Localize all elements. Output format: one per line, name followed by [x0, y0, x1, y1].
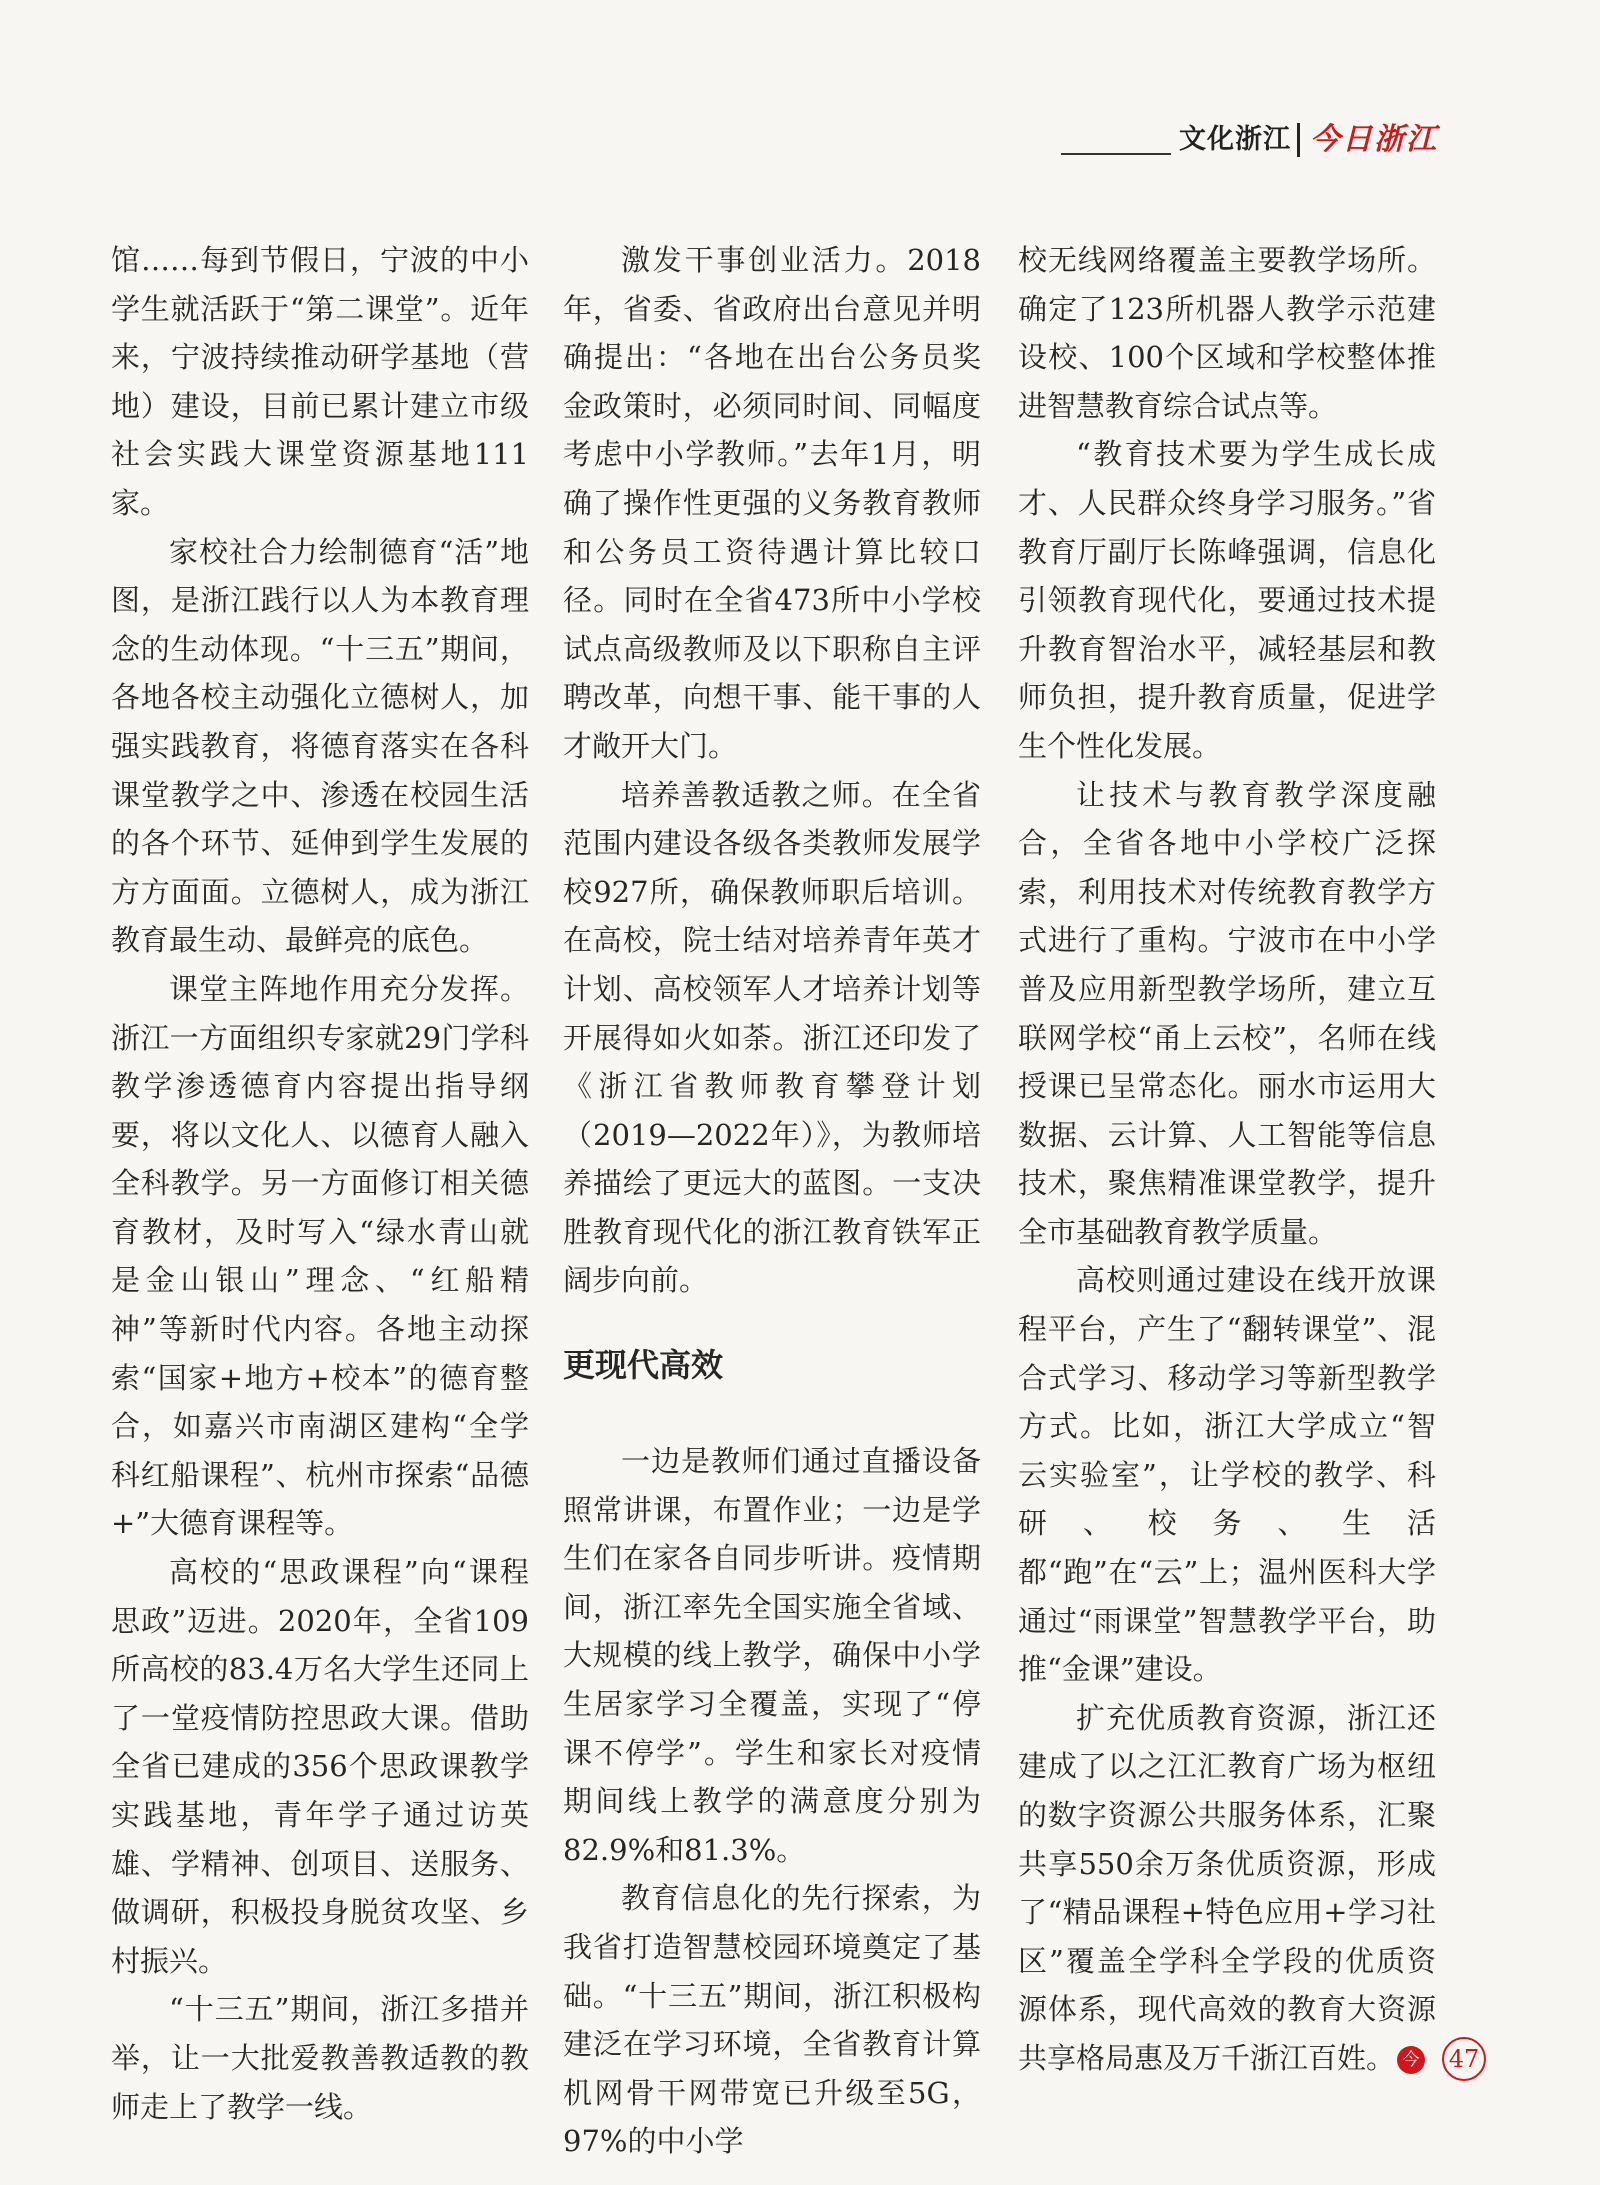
- header-divider: [1297, 123, 1300, 157]
- page-number: 47: [1442, 2037, 1486, 2081]
- paragraph: 激发干事创业活力。2018年，省委、省政府出台意见并明确提出：“各地在出台公务员奖金政策时，必须同时间、同幅度考虑中小学教师。”去年1月，明确了操作性更强的义务教育教师和公务员工资待遇计算比较口径。同时在全省473所中小学校试点高级教师及以下职称自主评聘改革，向想干事、能干事的人才敞开大门。: [563, 243, 981, 763]
- paragraph: 馆……每到节假日，宁波的中小学生就活跃于“第二课堂”。近年来，宁波持续推动研学基地（营地）建设，目前已累计建立市级社会实践大课堂资源基地111家。: [111, 243, 529, 520]
- magazine-logo: 今日浙江: [1310, 122, 1438, 157]
- page-header: [1061, 118, 1438, 162]
- paragraph: “十三五”期间，浙江多措并举，让一大批爱教善教适教的教师走上了教学一线。: [111, 1992, 529, 2124]
- section-subheading: 更现代高效: [563, 1346, 724, 1385]
- paragraph: 一边是教师们通过直播设备照常讲课，布置作业；一边是学生们在家各自同步听讲。疫情期间，浙江率先全国实施全省域、大规模的线上教学，确保中小学生居家学习全覆盖，实现了“停课不停学”。学生和家长对疫情期间线上教学的满意度分别为82.9%和81.3%。: [563, 1444, 981, 1867]
- article-end-icon: 今: [1397, 2046, 1425, 2074]
- paragraph: 校无线网络覆盖主要教学场所。确定了123所机器人教学示范建设校、100个区域和学校整体推进智慧教育综合试点等。: [1018, 243, 1436, 423]
- paragraph: [1018, 1694, 1436, 2083]
- paragraph: 让技术与教育教学深度融合，全省各地中小学校广泛探索，利用技术对传统教育教学方式进行了重构。宁波市在中小学普及应用新型教学场所，建立互联网学校“甬上云校”，名师在线授课已呈常态化。丽水市运用大数据、云计算、人工智能等信息技术，聚焦精准课堂教学，提升全市基础教育教学质量。: [1018, 777, 1436, 1249]
- paragraph: 课堂主阵地作用充分发挥。浙江一方面组织专家就29门学科教学渗透德育内容提出指导纲要，将以文化人、以德育人融入全科教学。另一方面修订相关德育教材，及时写入“绿水青山就是金山银山”理念、“红船精神”等新时代内容。各地主动探索“国家+地方+校本”的德育整合，如嘉兴市南湖区建构“全学科红船课程”、杭州市探索“品德+”大德育课程等。: [111, 971, 529, 1541]
- paragraph: “教育技术要为学生成长成才、人民群众终身学习服务。”省教育厅副厅长陈峰强调，信息化引领教育现代化，要通过技术提升教育智治水平，减轻基层和教师负担，提升教育质量，促进学生个性化发展。: [1018, 437, 1436, 763]
- paragraph: 培养善教适教之师。在全省范围内建设各级各类教师发展学校927所，确保教师职后培训。在高校，院士结对培养青年英才计划、高校领军人才培养计划等开展得如火如荼。浙江还印发了《浙江省教师教育攀登计划（2019—2022年）》，为教师培养描绘了更远大的蓝图。一支决胜教育现代化的浙江教育铁军正阔步向前。: [563, 777, 981, 1298]
- header-rule: [1061, 153, 1171, 155]
- article-column-3: [1018, 236, 1436, 2083]
- section-name: 文化浙江: [1179, 124, 1291, 155]
- paragraph: 家校社合力绘制德育“活”地图，是浙江践行以人为本教育理念的生动体现。“十三五”期间，各地各校主动强化立德树人，加强实践教育，将德育落实在各科课堂教学之中、渗透在校园生活的各个环节、延伸到学生发展的方方面面。立德树人，成为浙江教育最生动、最鲜亮的底色。: [111, 534, 529, 958]
- paragraph: 高校的“思政课程”向“课程思政”迈进。2020年，全省109所高校的83.4万名大学生还同上了一堂疫情防控思政大课。借助全省已建成的356个思政课教学实践基地，青年学子通过访英雄、学精神、创项目、送服务、做调研，积极投身脱贫攻坚、乡村振兴。: [111, 1555, 529, 1978]
- article-column-1: [111, 236, 529, 2131]
- paragraph-text: 扩充优质教育资源，浙江还建成了以之江汇教育广场为枢纽的数字资源公共服务体系，汇聚共享550余万条优质资源，形成了“精品课程+特色应用+学习社区”覆盖全学科全学段的优质资源体系，现代高效的教育大资源共享格局惠及万千浙江百姓。: [1018, 1700, 1436, 2075]
- paragraph: 教育信息化的先行探索，为我省打造智慧校园环境奠定了基础。“十三五”期间，浙江积极构建泛在学习环境，全省教育计算机网骨干网带宽已升级至5G，97%的中小学: [563, 1881, 981, 2159]
- paragraph: 高校则通过建设在线开放课程平台，产生了“翻转课堂”、混合式学习、移动学习等新型教学方式。比如，浙江大学成立“智云实验室”，让学校的教学、科研、校务、生活都“跑”在“云”上；温州医科大学通过“雨课堂”智慧教学平台，助推“金课”建设。: [1018, 1263, 1436, 1687]
- article-column-2: [563, 236, 981, 2166]
